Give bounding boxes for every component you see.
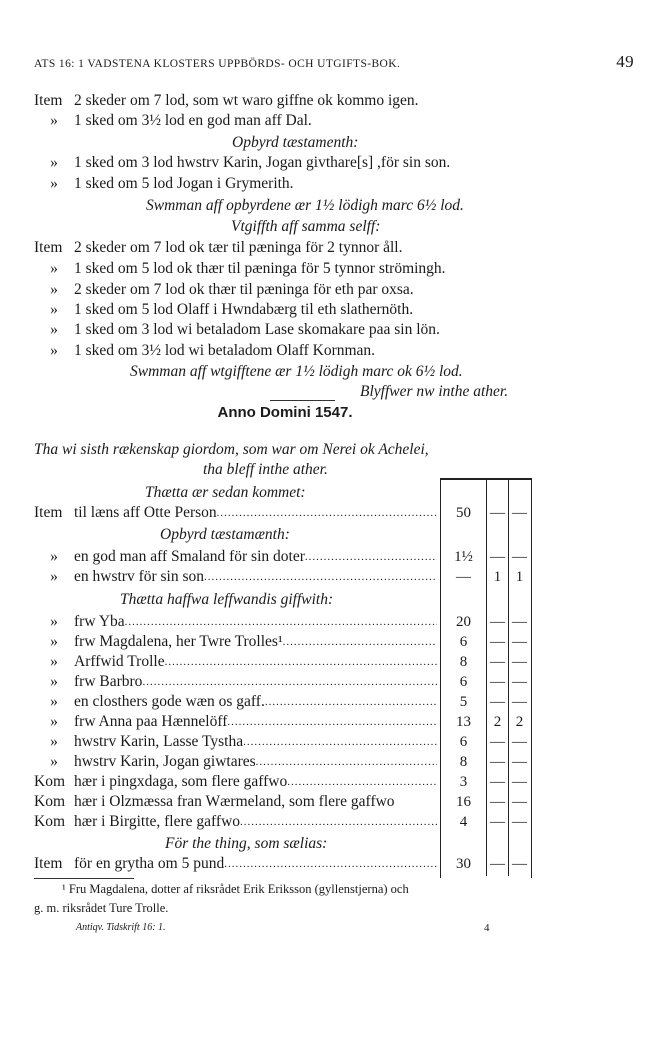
leader-dots <box>305 547 437 567</box>
amount-marc: 20 <box>456 614 471 630</box>
line-text: 1 sked om 5 lod Jogan i Grymerith. <box>74 175 294 192</box>
row-text: frw Anna paa Hænnelöff <box>74 713 228 730</box>
amount-ortug: — <box>512 754 527 770</box>
amount-ortug: — <box>512 674 527 690</box>
amount-marc: 1½ <box>454 549 473 565</box>
divider-rule <box>270 400 335 401</box>
leader-dots <box>227 712 437 732</box>
leader-dots <box>243 732 437 752</box>
row-label: » <box>50 633 58 650</box>
intro-line: Tha wi sisth rækenskap giordom, som war om Nerei ok Achelei, <box>34 441 429 458</box>
amount-ore: — <box>490 774 505 790</box>
row-text: hwstrv Karin, Lasse Tystha <box>74 733 244 750</box>
ledger-row <box>34 752 437 772</box>
amount-marc: 5 <box>459 694 468 710</box>
amount-ortug: — <box>512 549 527 565</box>
line-label: » <box>50 342 58 359</box>
amount-marc: 30 <box>456 856 471 872</box>
row-text: frw Barbro <box>74 673 143 690</box>
amount-ore: — <box>490 654 505 670</box>
line-label: Item <box>34 239 63 256</box>
row-label: Item <box>34 855 63 872</box>
intro-line: tha bleff inthe ather. <box>203 461 328 478</box>
line-label: » <box>50 321 58 338</box>
amount-marc: 6 <box>459 734 468 750</box>
amount-ortug: — <box>512 505 527 521</box>
leader-dots <box>256 752 437 772</box>
ledger-row <box>34 732 437 752</box>
row-text: hwstrv Karin, Jogan giwtares <box>74 753 256 770</box>
amount-ore: — <box>490 674 505 690</box>
row-text: en closthers gode wæn os gaff. <box>74 693 265 710</box>
ledger-row <box>34 632 437 652</box>
amount-ortug: — <box>512 856 527 872</box>
line-text: 2 skeder om 7 lod ok tær til pæninga för 2 tynnor åll. <box>74 239 403 256</box>
footnote-line: g. m. riksrådet Ture Trolle. <box>34 901 169 915</box>
line-label: Item <box>34 92 63 109</box>
line-text: 1 sked om 5 lod Olaff i Hwndabærg til eth slathernöth. <box>74 301 414 318</box>
amount-marc: 8 <box>459 754 468 770</box>
row-text: för en grytha om 5 pund <box>74 855 225 872</box>
row-label: Kom <box>34 773 65 790</box>
amount-marc: 16 <box>456 794 471 810</box>
section-heading: Opbyrd tæstamænth: <box>160 526 290 543</box>
amount-ore: — <box>490 634 505 650</box>
line-label: » <box>50 260 58 277</box>
amount-ore: — <box>490 694 505 710</box>
amount-ore: — <box>490 505 505 521</box>
ledger-row <box>34 547 437 567</box>
section-heading: Thætta haffwa leffwandis giffwith: <box>120 591 334 608</box>
leader-dots <box>125 612 437 632</box>
amount-ortug: — <box>512 734 527 750</box>
amount-marc: 4 <box>459 814 468 830</box>
amount-ortug: — <box>512 654 527 670</box>
row-text: frw Magdalena, her Twre Trolles¹ <box>74 633 283 650</box>
running-header <box>34 52 634 71</box>
ledger-row <box>34 567 437 587</box>
section-heading: Vtgiffth aff samma selff: <box>231 218 381 235</box>
amount-marc: 3 <box>459 774 468 790</box>
text-line <box>34 341 375 361</box>
row-text: Arffwid Trolle <box>74 653 165 670</box>
row-label: » <box>50 653 58 670</box>
section-heading: Thætta ær sedan kommet: <box>145 484 306 501</box>
ledger-row <box>34 692 437 712</box>
line-text: 1 sked om 5 lod ok thær til pæninga för 5 tynnor strömingh. <box>74 260 446 277</box>
amount-ortug: — <box>512 634 527 650</box>
amount-marc: — <box>456 569 471 585</box>
row-label: » <box>50 713 58 730</box>
line-text: 1 sked om 3 lod hwstrv Karin, Jogan givthare[s] ,för sin son. <box>74 154 451 171</box>
line-label: » <box>50 281 58 298</box>
year-heading: Anno Domini 1547. <box>217 404 353 421</box>
text-line <box>34 174 294 194</box>
sum-line: Swmman aff wtgifftene ær 1½ lödigh marc ok 6½ lod. <box>130 363 463 380</box>
amount-ortug: — <box>512 694 527 710</box>
line-label: » <box>50 301 58 318</box>
row-text: en hwstrv för sin son <box>74 568 205 585</box>
signature-line: Antiqv. Tidskrift 16: 1. <box>76 922 166 933</box>
page-number: 49 <box>616 52 634 71</box>
ledger-row <box>34 652 437 672</box>
leader-dots <box>283 632 437 652</box>
text-line <box>34 91 419 111</box>
footnote-line: ¹ Fru Magdalena, dotter af riksrådet Erik Eriksson (gyllenstjerna) och <box>62 882 409 896</box>
amount-marc: 6 <box>459 674 468 690</box>
footnote-rule <box>34 878 134 879</box>
line-label: » <box>50 175 58 192</box>
row-text: en god man aff Smaland för sin doter <box>74 548 305 565</box>
line-text: 2 skeder om 7 lod, som wt waro giffne ok kommo igen. <box>74 92 419 109</box>
signature-mark: 4 <box>484 922 490 934</box>
ledger-row <box>34 812 437 832</box>
ledger-row <box>34 503 437 523</box>
sum-line: Swmman aff opbyrdene ær 1½ lödigh marc 6½ lod. <box>146 197 464 214</box>
row-label: » <box>50 733 58 750</box>
leader-dots <box>142 672 437 692</box>
ledger-row <box>34 854 437 874</box>
text-line <box>34 238 402 258</box>
line-text: 1 sked om 3½ lod en god man aff Dal. <box>74 112 312 129</box>
row-text: hær i Olzmæssa fran Wærmeland, som flere gaffwo <box>74 793 395 810</box>
leader-dots <box>265 692 437 712</box>
running-title: ATS 16: 1 VADSTENA KLOSTERS UPPBÖRDS- OCH UTGIFTS-BOK. <box>34 58 401 70</box>
line-text: 1 sked om 3 lod wi betaladom Lase skomakare paa sin lön. <box>74 321 440 338</box>
row-label: » <box>50 673 58 690</box>
text-line <box>34 320 440 340</box>
section-heading: För the thing, som sælias: <box>165 835 328 852</box>
amount-ore: — <box>490 856 505 872</box>
text-line <box>34 111 312 131</box>
amount-marc: 6 <box>459 634 468 650</box>
row-label: » <box>50 693 58 710</box>
row-label: » <box>50 753 58 770</box>
row-label: » <box>50 613 58 630</box>
row-text: frw Yba <box>74 613 125 630</box>
row-text: til læns aff Otte Person <box>74 504 217 521</box>
leader-dots <box>224 854 437 874</box>
amount-ore: — <box>490 794 505 810</box>
leader-dots <box>287 772 437 792</box>
amount-ore: — <box>490 549 505 565</box>
amount-ortug: 1 <box>515 569 524 585</box>
text-line <box>34 259 446 279</box>
ledger-row <box>34 792 437 812</box>
amount-ore: 2 <box>493 714 502 730</box>
line-text: 2 skeder om 7 lod ok thær til pæninga för eth par oxsa. <box>74 281 414 298</box>
row-text: hær i Birgitte, flere gaffwo <box>74 813 241 830</box>
text-line <box>34 300 413 320</box>
row-label: Kom <box>34 793 65 810</box>
closing-line: Blyffwer nw inthe ather. <box>360 383 509 400</box>
amount-ortug: — <box>512 814 527 830</box>
ledger-row <box>34 772 437 792</box>
ledger-row <box>34 612 437 632</box>
amount-ore: 1 <box>493 569 502 585</box>
ledger-row <box>34 712 437 732</box>
amount-ortug: — <box>512 774 527 790</box>
line-label: » <box>50 154 58 171</box>
amount-marc: 8 <box>459 654 468 670</box>
leader-dots <box>204 567 437 587</box>
line-label: » <box>50 112 58 129</box>
amount-ortug: — <box>512 794 527 810</box>
text-line <box>34 153 450 173</box>
amount-ore: — <box>490 754 505 770</box>
row-label: » <box>50 548 58 565</box>
amount-ore: — <box>490 814 505 830</box>
section-heading: Opbyrd tæstamenth: <box>232 134 359 151</box>
amount-marc: 13 <box>456 714 471 730</box>
leader-dots <box>165 652 437 672</box>
amount-ore: — <box>490 734 505 750</box>
amount-ortug: 2 <box>515 714 524 730</box>
row-label: Kom <box>34 813 65 830</box>
leader-dots <box>240 812 437 832</box>
ledger-row <box>34 672 437 692</box>
amount-ortug: — <box>512 614 527 630</box>
row-label: Item <box>34 504 63 521</box>
text-line <box>34 280 414 300</box>
row-label: » <box>50 568 58 585</box>
line-text: 1 sked om 3½ lod wi betaladom Olaff Kornman. <box>74 342 376 359</box>
amount-marc: 50 <box>456 505 471 521</box>
row-text: hær i pingxdaga, som flere gaffwo <box>74 773 288 790</box>
amount-ore: — <box>490 614 505 630</box>
leader-dots <box>217 503 437 523</box>
